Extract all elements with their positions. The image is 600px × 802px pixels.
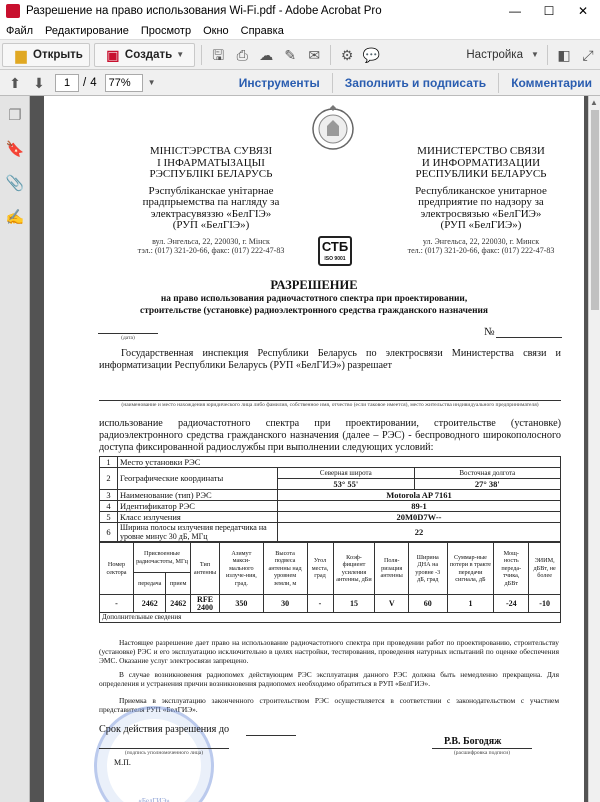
certification-mark: СТБ ISO 9001 — [318, 236, 352, 266]
purpose-text: использование радиочастотного спектра при проектировании, строительстве (установке) радиоэлектронного средства гражданского назначения (далее – РЭС) - беспроводного широкополосного доступа фиксированной радиослужбы при выполнении следующих условий: — [99, 418, 561, 453]
save-icon[interactable]: 🖫 — [212, 46, 225, 63]
navigation-pane — [0, 96, 30, 802]
chevron-down-icon[interactable]: ▼ — [531, 49, 539, 59]
left-address: вул. Энгельса, 22, 220030, г. Мінск — [152, 236, 270, 246]
row-number: 1 — [100, 457, 118, 468]
right-ent-4: (РУП «БелГИЭ») — [440, 219, 522, 231]
row-number: 4 — [100, 500, 118, 511]
latitude-value: 53° 55' — [278, 478, 415, 489]
column-header: Угол места, град — [307, 543, 333, 595]
signer-caption: (расшифровка подписи) — [453, 750, 511, 756]
sector-table — [99, 542, 561, 623]
scroll-up-icon[interactable]: ▲ — [590, 98, 598, 107]
print-icon[interactable]: ⎙ — [236, 46, 248, 63]
chevron-down-icon[interactable]: ▼ — [147, 77, 156, 87]
column-header: Поля-ризация антенны — [375, 543, 408, 595]
table-row — [100, 522, 561, 541]
minimize-button[interactable]: — — [509, 4, 521, 18]
table-cell: - — [100, 595, 134, 613]
separator — [201, 45, 202, 65]
table-row — [100, 595, 561, 613]
separator — [332, 73, 333, 93]
column-header: Присвоенные радиочастоты, МГц — [134, 543, 191, 573]
table-cell: RFE 2400 — [190, 595, 219, 613]
left-org-1: МІНІСТЭРСТВА СУВЯЗІ — [149, 145, 273, 157]
menu-window[interactable]: Окно — [203, 24, 229, 37]
tools-pane-link[interactable]: Инструменты — [238, 75, 320, 90]
signatures-icon[interactable]: ✍ — [5, 209, 25, 226]
separator — [547, 45, 548, 65]
right-ent-1: Республиканское унитарное — [415, 184, 547, 197]
right-header — [396, 146, 566, 256]
table-row — [100, 613, 561, 623]
doc-subtitle-2: строительстве (установке) радиоэлектронного средства гражданского назначения — [140, 306, 488, 316]
left-ent-3: электрасувяззю «БелГІЭ» — [150, 207, 272, 220]
number-label: № — [484, 326, 495, 338]
table-cell: 2462 — [166, 595, 191, 613]
create-pdf-icon: ▣ — [106, 46, 120, 63]
column-header: Азимут макси-мального излуче-ния, град. — [220, 543, 263, 595]
table-cell: 15 — [333, 595, 375, 613]
page-total: 4 — [90, 76, 97, 89]
attachments-icon[interactable]: 📎 — [5, 175, 25, 192]
table-cell: -24 — [494, 595, 529, 613]
intro-text: Государственная инспекция Республики Беларусь по электросвязи Министерства связи и информатизации Республики Беларусь (РУП «БелГИЭ») разрешает — [99, 348, 561, 371]
stamp-text: «БелГИЭ» — [138, 797, 170, 802]
table-cell: 60 — [408, 595, 447, 613]
main-toolbar — [0, 40, 600, 70]
right-org-1: МИНИСТЕРСТВО СВЯЗИ — [417, 145, 545, 157]
row-label: Место установки РЭС — [118, 457, 561, 468]
doc-subtitle-1: на право использования радиочастотного спектра при проектировании, — [160, 294, 468, 304]
conditions-table — [99, 456, 561, 542]
column-subheader: прием — [166, 573, 191, 595]
sidebar-toggle-icon[interactable]: ◧ — [557, 46, 571, 63]
row-label: Идентификатор РЭС — [118, 500, 278, 511]
table-header-row — [100, 543, 561, 573]
open-label: Открыть — [33, 48, 83, 61]
table-cell: - — [307, 595, 333, 613]
row-value: Motorola AP 7161 — [278, 489, 561, 500]
table-cell: 2462 — [134, 595, 166, 613]
table-row — [100, 500, 561, 511]
note-1: Настоящее разрешение дает право на использование радиочастотного спектра при проведении работ по проектированию, строительству (установке) РЭС и его эксплуатацию исключительно в целях настройки, тестирования, проведения натурных испытаний по оценке обеспечения ЭМС. Оказание услуг электросвязи запрещено. — [99, 638, 559, 665]
column-subheader: передача — [134, 573, 166, 595]
separator — [330, 45, 331, 65]
left-header — [126, 146, 296, 256]
column-header: Номер сектора — [100, 543, 134, 595]
table-row — [100, 511, 561, 522]
row-value: 22 — [278, 522, 561, 541]
row-number: 5 — [100, 511, 118, 522]
gear-icon[interactable]: ⚙ — [340, 46, 354, 63]
right-address: ул. Энгельса, 22, 220030, г. Минск — [422, 236, 540, 246]
create-label: Создать — [124, 48, 173, 61]
note-3: Приемка в эксплуатацию законченного строительством РЭС осуществляется в соответствии с законодательством с участием представителя РУП «БелГИЭ». — [99, 696, 559, 714]
acrobat-app-icon — [6, 4, 20, 18]
right-phone: тел.: (017) 321-20-66, факс: (017) 222-47-83 — [407, 246, 555, 255]
menu-view[interactable]: Просмотр — [140, 24, 192, 37]
page-up-icon[interactable]: ⬆ — [9, 74, 21, 91]
pdf-page — [44, 96, 584, 802]
column-header: Суммар-ные потери в тракте передачи сигнала, дБ — [447, 543, 494, 595]
vertical-scrollbar[interactable] — [588, 96, 600, 802]
row-label: Ширина полосы излучения передатчика на уровне минус 30 дБ, МГц — [118, 522, 278, 541]
folder-icon: ▆ — [15, 46, 27, 63]
pages-panel-icon[interactable]: ❐ — [8, 107, 22, 124]
comment-icon[interactable]: 💬 — [362, 46, 380, 63]
comments-pane-link[interactable]: Комментарии — [511, 75, 592, 90]
row-number: 3 — [100, 489, 118, 500]
row-number: 6 — [100, 522, 118, 541]
signer-name: Р.В. Богодяж — [444, 736, 502, 747]
table-row — [100, 489, 561, 500]
right-ent-3: электросвязью «БелГИЭ» — [420, 207, 542, 220]
left-ent-2: прадпрыемства па нагляду за — [142, 196, 280, 208]
left-org-3: РЭСПУБЛІКІ БЕЛАРУСЬ — [149, 168, 273, 180]
row-label: Географические координаты — [118, 468, 278, 490]
bookmarks-icon[interactable]: 🔖 — [5, 141, 25, 158]
email-icon[interactable]: ✉ — [308, 46, 321, 63]
menu-help[interactable]: Справка — [240, 24, 284, 37]
separator — [498, 73, 499, 93]
table-cell: 30 — [263, 595, 307, 613]
menu-edit[interactable]: Редактирование — [45, 24, 129, 37]
iso-label: ISO 9001 — [324, 256, 346, 262]
scroll-thumb[interactable] — [591, 110, 599, 310]
navigation-toolbar — [0, 70, 600, 96]
left-org-2: І ІНФАРМАТЫЗАЦЫІ — [157, 156, 265, 169]
page-separator: / — [83, 76, 87, 89]
table-row — [100, 468, 561, 479]
column-header: Ширина ДНА на уровне -3 дБ, град — [408, 543, 447, 595]
applicant-caption: (наименование и место нахождения юридического лица либо фамилия, собственное имя, отчество (если таковое имеется), место жительства индивидуального предпринимателя) — [121, 402, 539, 408]
column-header: ЭИИМ, дБВт, не более — [529, 543, 561, 595]
signature-caption: (подпись уполномоченного лица) — [124, 750, 204, 756]
column-header: Высота подвеса антенны над уровнем земли, м — [263, 543, 307, 595]
zoom-input[interactable]: 77% — [105, 74, 143, 92]
left-phone: тэл.: (017) 321-20-66, факс: (017) 222-47-83 — [137, 246, 285, 255]
row-value: 89-1 — [278, 500, 561, 511]
column-header: Тип антенны — [190, 543, 219, 595]
edit-icon[interactable]: ✎ — [284, 46, 297, 63]
coat-of-arms-icon — [310, 104, 356, 152]
latitude-header: Северная широта — [278, 468, 415, 479]
create-button[interactable] — [94, 43, 195, 67]
row-number: 2 — [100, 468, 118, 490]
upload-icon[interactable]: ☁ — [259, 46, 274, 63]
right-org-3: РЕСПУБЛИКИ БЕЛАРУСЬ — [415, 168, 547, 180]
chevron-down-icon: ▼ — [176, 49, 185, 59]
column-header: Коэф-фициент усиления антенны, дБи — [333, 543, 375, 595]
menu-bar — [0, 22, 600, 40]
right-org-2: И ИНФОРМАТИЗАЦИИ — [421, 156, 541, 169]
open-button[interactable] — [2, 43, 90, 67]
date-caption: (дата) — [121, 335, 135, 341]
page-down-icon[interactable]: ⬇ — [33, 74, 45, 91]
table-cell: V — [375, 595, 408, 613]
longitude-value: 27° 38' — [414, 478, 560, 489]
validity-label: Срок действия разрешения до — [99, 724, 230, 735]
close-button[interactable]: ✕ — [577, 4, 589, 18]
right-ent-2: предприятие по надзору за — [418, 196, 544, 208]
customize-dropdown[interactable]: Настройка — [466, 48, 523, 61]
seal-place-label: М.П. — [114, 758, 131, 767]
longitude-header: Восточная долгота — [414, 468, 560, 479]
menu-file[interactable]: Файл — [6, 24, 34, 37]
fullscreen-icon[interactable]: ⤢ — [582, 46, 594, 63]
left-ent-4: (РУП «БелГІЭ») — [172, 219, 250, 231]
note-2: В случае возникновения радиопомех действующим РЭС эксплуатация данного РЭС должна быть немедленно прекращена. Для определения и устранения причин возникновения радиопомех необходимо обратиться в РУП «БелГИЭ». — [99, 670, 559, 688]
fill-sign-pane-link[interactable]: Заполнить и подписать — [344, 75, 487, 90]
table-row — [100, 457, 561, 468]
table-cell: -10 — [529, 595, 561, 613]
page-number-input[interactable]: 1 — [55, 74, 79, 92]
row-label: Наименование (тип) РЭС — [118, 489, 278, 500]
additional-info: Дополнительные сведения — [100, 613, 561, 623]
title-bar — [0, 0, 600, 22]
table-cell: 350 — [220, 595, 263, 613]
left-ent-1: Рэспубліканскае унітарнае — [148, 184, 274, 197]
window-title: Разрешение на право использования Wi-Fi.pdf - Adobe Acrobat Pro — [26, 5, 382, 17]
column-header: Мощ-ность переда-тчика, дБВт — [494, 543, 529, 595]
table-cell: 1 — [447, 595, 494, 613]
doc-title: РАЗРЕШЕНИЕ — [270, 278, 358, 292]
row-label: Класс излучения — [118, 511, 278, 522]
row-value: 20M0D7W-- — [278, 511, 561, 522]
maximize-button[interactable]: ☐ — [543, 4, 555, 18]
